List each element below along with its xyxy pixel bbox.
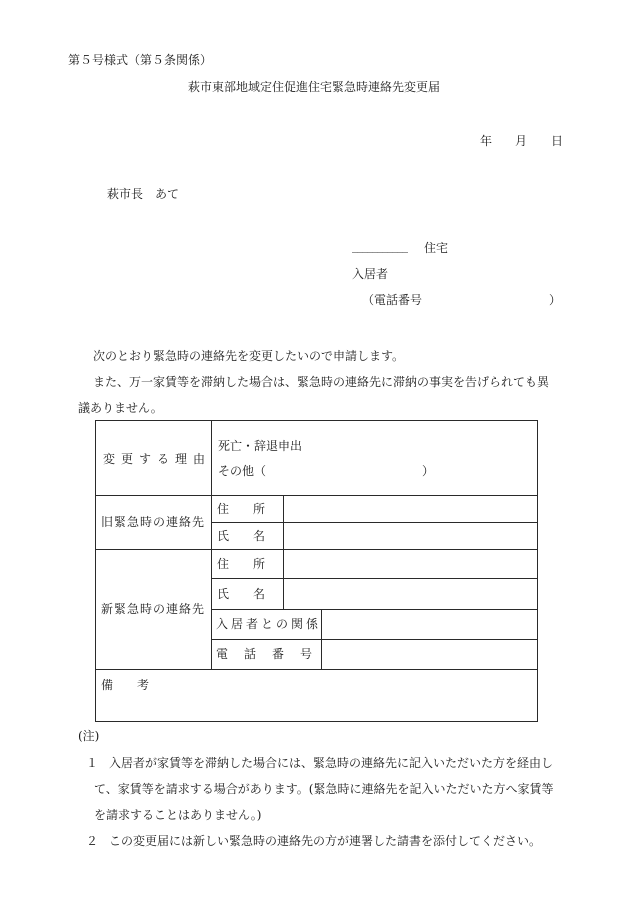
table-border-bottom [95, 721, 538, 722]
form-code: 第５号様式（第５条関係） [68, 53, 213, 67]
table-rule [211, 522, 538, 523]
note-1-line-2: て、家賃等を請求する場合があります。(緊急時に連絡先を記入いただいた方へ家賃等 [94, 782, 554, 796]
new-contact-name-label: 氏名 [217, 587, 290, 601]
date-year-label: 年 [480, 134, 493, 148]
new-contact-address-label: 住所 [217, 557, 290, 571]
statement-paragraph-1: 次のとおり緊急時の連絡先を変更したいので申請します。 [93, 349, 405, 363]
phone-close-paren: ） [549, 293, 562, 307]
table-rule [211, 420, 212, 669]
note-2-text: この変更届には新しい緊急時の連絡先の方が連署した請書を添付してください。 [109, 834, 542, 848]
table-rule [211, 639, 538, 640]
table-border-top [95, 420, 538, 421]
notes-heading: (注) [78, 729, 100, 743]
date-day-label: 日 [551, 134, 564, 148]
phone-number-label: 電話番号 [216, 647, 329, 661]
date-month-label: 月 [515, 134, 528, 148]
relation-label: 入居者との関係 [216, 617, 322, 631]
addressee: 萩市長 あて [107, 187, 180, 201]
statement-paragraph-2-line-1: また、万一家賃等を滞納した場合は、緊急時の連絡先に滞納の事実を告げられても異 [93, 375, 550, 389]
note-1-line-3: を請求することはありません。) [94, 808, 262, 822]
reason-option-other-close: ） [422, 464, 435, 478]
note-2-number: ２ [86, 834, 99, 848]
reason-label [103, 452, 212, 466]
reason-option-death-withdrawal: 死亡・辞退申出 [218, 439, 303, 453]
old-contact-label: 旧緊急時の連絡先 [101, 515, 206, 529]
reason-option-other: その他（ [218, 464, 267, 478]
new-contact-label: 新緊急時の連絡先 [101, 602, 206, 616]
remarks-label: 備考 [101, 678, 174, 692]
contact-change-table [95, 420, 538, 722]
housing-name-blank: ___________ [352, 239, 407, 253]
old-contact-name-label: 氏名 [217, 529, 290, 543]
table-border-left [95, 420, 96, 722]
table-rule [95, 495, 538, 496]
table-rule [211, 609, 538, 610]
note-1-line-1: 入居者が家賃等を滞納した場合には、緊急時の連絡先に記入いただいた方を経由し [109, 756, 554, 770]
resident-label: 入居者 [352, 267, 389, 281]
table-rule [95, 669, 538, 670]
form-title: 萩市東部地域定住促進住宅緊急時連絡先変更届 [188, 80, 441, 94]
table-rule [95, 549, 538, 550]
reason-label-text: 変更する理由 [103, 452, 212, 466]
table-border-right [537, 420, 538, 722]
old-contact-address-label: 住所 [217, 502, 290, 516]
table-rule [211, 578, 538, 579]
note-1-number: １ [86, 756, 99, 770]
phone-label: （電話番号 [362, 293, 423, 307]
housing-label: 住宅 [424, 241, 449, 255]
statement-paragraph-2-line-2: 議ありません。 [78, 401, 163, 415]
